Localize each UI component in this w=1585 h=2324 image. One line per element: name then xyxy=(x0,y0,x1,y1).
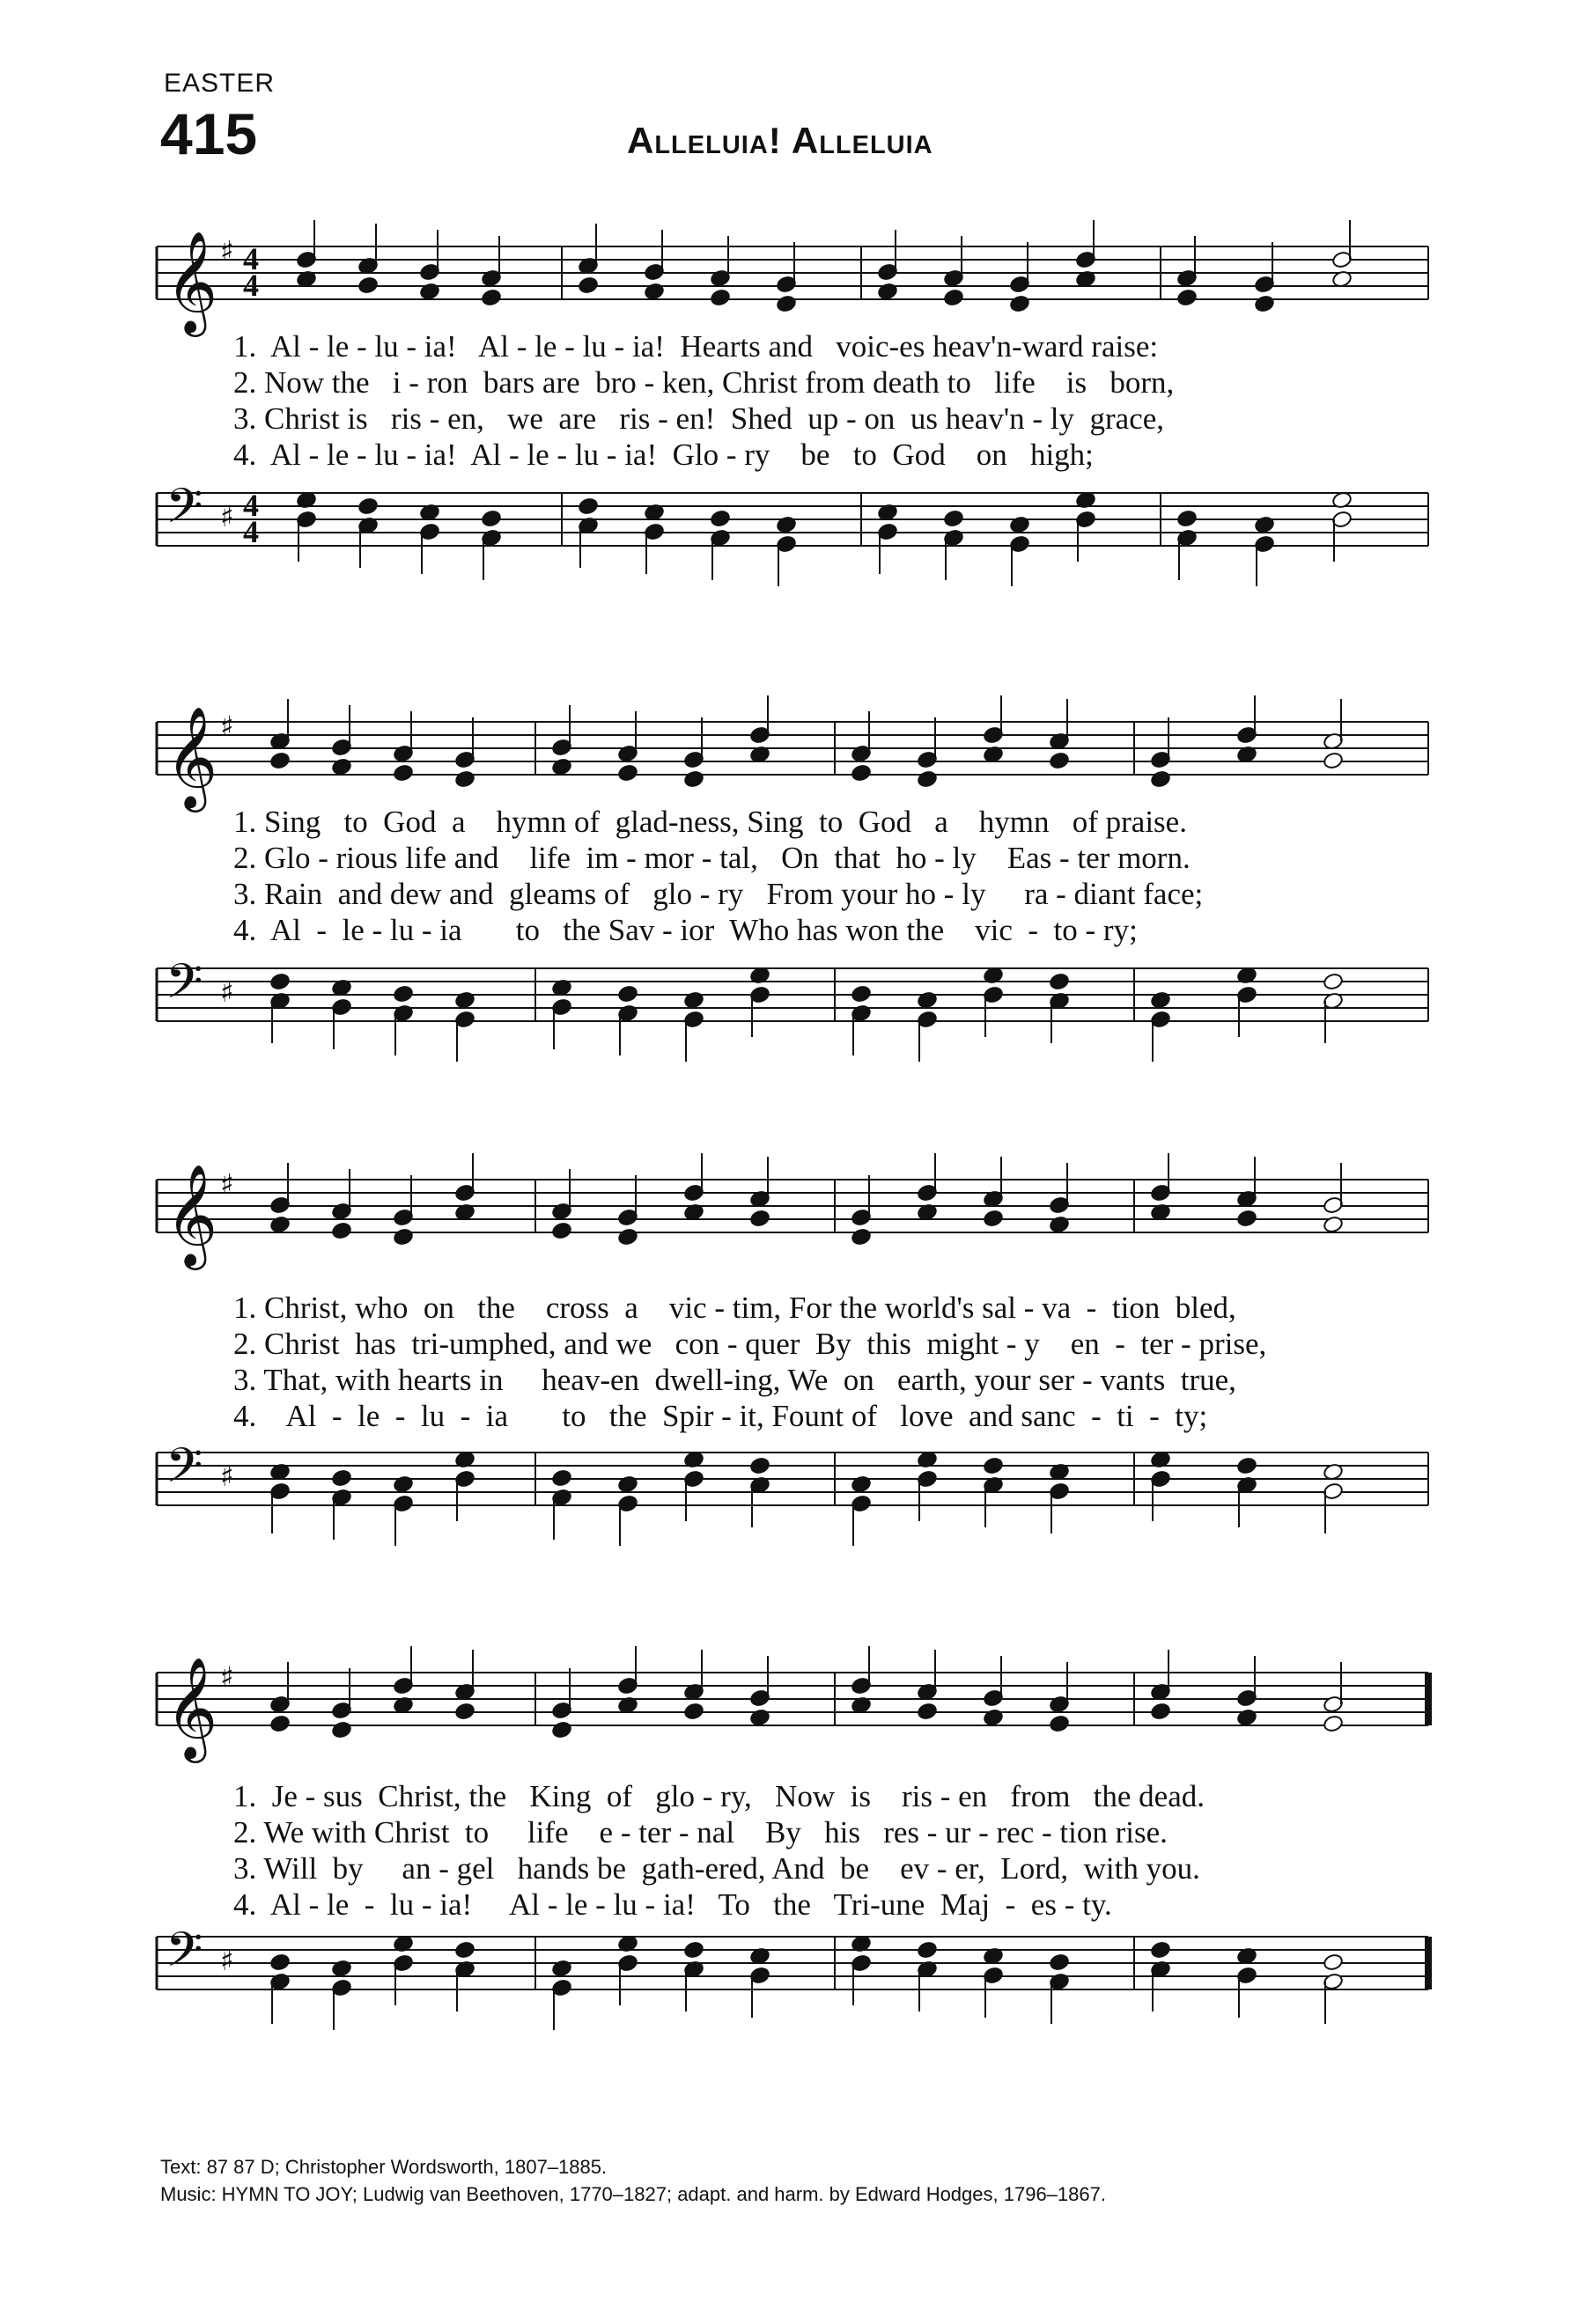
note-head xyxy=(1254,295,1275,313)
note-head xyxy=(1150,1941,1171,1960)
note-head xyxy=(1323,1953,1344,1972)
lyric-verse-3: 3. Rain and dew and gleams of glo - ry From your ho - ly ra - diant face; xyxy=(233,877,1204,911)
note-head xyxy=(983,1709,1004,1727)
lyric-verse-2: 2. Glo - rious life and life im - mor - tal, On that ho - ly Eas - ter morn. xyxy=(233,841,1191,875)
note-head xyxy=(683,770,704,789)
time-signature: 4 xyxy=(243,241,259,276)
treble-staff xyxy=(150,695,1435,819)
note-head xyxy=(481,510,502,528)
text-credit: Text: 87 87 D; Christopher Wordsworth, 1807–1885. xyxy=(160,2156,608,2178)
lyric-verse-2: 2. We with Christ to life e - ter - nal By his res - ur - rec - tion rise. xyxy=(233,1815,1168,1850)
note-head xyxy=(331,758,352,776)
note-head xyxy=(331,1222,352,1240)
note-head xyxy=(943,289,964,307)
note-head xyxy=(617,985,638,1004)
note-head xyxy=(877,283,898,301)
bass-staff xyxy=(150,467,1435,599)
note-head xyxy=(851,1475,872,1494)
treble-staff xyxy=(150,1153,1435,1276)
key-signature-sharp-icon: ♯ xyxy=(220,234,234,268)
lyric-verse-4: 4. Al - le - lu - ia to the Spir - it, Fount of love and sanc - ti - ty; xyxy=(233,1399,1208,1433)
note-head xyxy=(578,497,599,516)
lyrics-block xyxy=(233,328,1563,473)
note-head xyxy=(551,1721,572,1739)
treble-clef-icon: 𝄞 xyxy=(166,1163,218,1266)
note-head xyxy=(617,764,638,783)
treble-staff xyxy=(150,1646,1435,1769)
note-head xyxy=(551,1960,572,1978)
music-system-4 xyxy=(150,1629,1435,2051)
note-head xyxy=(393,1228,414,1247)
note-head xyxy=(943,510,964,528)
note-head xyxy=(917,1941,938,1960)
key-signature-sharp-icon: ♯ xyxy=(220,1660,234,1694)
note-head xyxy=(776,295,797,313)
lyrics-block xyxy=(233,1290,1563,1434)
note-head xyxy=(1049,1953,1070,1972)
note-head xyxy=(551,758,572,776)
note-head xyxy=(1323,752,1344,770)
treble-clef-icon: 𝄞 xyxy=(166,705,218,808)
note-head xyxy=(749,1709,770,1727)
note-head xyxy=(358,497,379,516)
key-signature-sharp-icon: ♯ xyxy=(220,1944,234,1977)
time-signature: 4 xyxy=(243,514,259,549)
hymn-title: Alleluia! Alleluia xyxy=(627,120,933,161)
time-signature: 4 xyxy=(243,268,259,303)
note-head xyxy=(454,770,476,789)
lyric-verse-4: 4. Al - le - lu - ia! Al - le - lu - ia! To the Tri-une Maj - es - ty. xyxy=(233,1887,1112,1922)
note-head xyxy=(776,516,797,534)
note-head xyxy=(1049,973,1070,991)
music-system-3 xyxy=(150,1136,1435,1558)
note-head xyxy=(331,1721,352,1739)
note-head xyxy=(1254,516,1275,534)
note-head xyxy=(983,1457,1004,1475)
lyrics-block xyxy=(233,804,1563,948)
bass-clef-icon: 𝄢 xyxy=(166,478,203,546)
note-head xyxy=(393,1475,414,1494)
note-head xyxy=(1236,1210,1257,1228)
note-head xyxy=(1236,1709,1257,1727)
note-head xyxy=(1323,973,1344,991)
note-head xyxy=(683,1703,704,1721)
note-head xyxy=(269,973,291,991)
music-credit: Music: HYMN TO JOY; Ludwig van Beethoven, 1770–1827; adapt. and harm. by Edward Hodges, 1796–1867. xyxy=(160,2183,1106,2205)
note-head xyxy=(269,1216,291,1234)
note-head xyxy=(1049,1216,1070,1234)
lyric-verse-1: 1. Je - sus Christ, the King of glo - ry, Now is ris - en from the dead. xyxy=(233,1779,1205,1813)
note-head xyxy=(683,1941,704,1960)
note-head xyxy=(710,510,731,528)
note-head xyxy=(1176,510,1198,528)
note-head xyxy=(1150,991,1171,1010)
note-head xyxy=(454,1703,476,1721)
key-signature-sharp-icon: ♯ xyxy=(220,1167,234,1201)
music-system-1 xyxy=(150,202,1435,599)
lyric-verse-2: 2. Christ has tri-umphed, and we con - quer By this might - y en - ter - prise, xyxy=(233,1327,1267,1361)
note-head xyxy=(1176,289,1198,307)
note-head xyxy=(1236,1457,1257,1475)
section-label: EASTER xyxy=(164,69,276,98)
treble-staff xyxy=(150,220,1435,343)
note-head xyxy=(917,1703,938,1721)
note-head xyxy=(1049,752,1070,770)
note-head xyxy=(1049,1715,1070,1733)
key-signature-sharp-icon: ♯ xyxy=(220,1460,234,1493)
treble-clef-icon: 𝄞 xyxy=(166,230,218,333)
lyric-verse-1: 1. Christ, who on the cross a vic - tim, For the world's sal - va - tion bled, xyxy=(233,1291,1236,1325)
note-head xyxy=(851,764,872,783)
note-head xyxy=(617,1475,638,1494)
note-head xyxy=(749,1210,770,1228)
note-head xyxy=(851,1228,872,1247)
key-signature-sharp-icon: ♯ xyxy=(220,500,234,533)
note-head xyxy=(481,289,502,307)
note-head xyxy=(749,1457,770,1475)
note-head xyxy=(269,752,291,770)
note-head xyxy=(331,1960,352,1978)
note-head xyxy=(1323,1216,1344,1234)
bass-clef-icon: 𝄢 xyxy=(166,1438,203,1505)
lyric-verse-4: 4. Al - le - lu - ia! Al - le - lu - ia! Glo - ry be to God on high; xyxy=(233,438,1094,472)
lyric-verse-3: 3. Christ is ris - en, we are ris - en! Shed up - on us heav'n - ly grace, xyxy=(233,401,1165,436)
bass-clef-icon: 𝄢 xyxy=(166,1922,203,1989)
note-head xyxy=(1009,516,1030,534)
bass-staff xyxy=(150,942,1435,1074)
note-head xyxy=(269,1953,291,1972)
note-head xyxy=(710,289,731,307)
lyric-verse-2: 2. Now the i - ron bars are bro - ken, Christ from death to life is born, xyxy=(233,365,1175,400)
note-head xyxy=(358,276,379,295)
lyric-verse-3: 3. That, with hearts in heav-en dwell-ing, We on earth, your ser - vants true, xyxy=(233,1363,1236,1397)
hymn-number: 415 xyxy=(160,101,258,166)
note-head xyxy=(419,283,440,301)
note-head xyxy=(331,1469,352,1488)
note-head xyxy=(1150,770,1171,789)
lyric-verse-1: 1. Sing to God a hymn of glad-ness, Sing to God a hymn of praise. xyxy=(233,805,1187,839)
note-head xyxy=(1009,295,1030,313)
lyric-verse-3: 3. Will by an - gel hands be gath-ered, And be ev - er, Lord, with you. xyxy=(233,1851,1200,1886)
note-head xyxy=(644,283,665,301)
note-head xyxy=(454,1941,476,1960)
note-head xyxy=(1150,1703,1171,1721)
note-head xyxy=(851,985,872,1004)
key-signature-sharp-icon: ♯ xyxy=(220,710,234,743)
credits xyxy=(160,2153,1106,2208)
note-head xyxy=(393,985,414,1004)
note-head xyxy=(983,1210,1004,1228)
note-head xyxy=(917,991,938,1010)
note-head xyxy=(578,276,599,295)
lyric-verse-1: 1. Al - le - lu - ia! Al - le - lu - ia! Hearts and voic-es heav'n-ward raise: xyxy=(233,329,1159,364)
time-signature: 4 xyxy=(243,488,259,523)
note-head xyxy=(454,991,476,1010)
note-head xyxy=(683,991,704,1010)
key-signature-sharp-icon: ♯ xyxy=(220,975,234,1009)
lyric-verse-4: 4. Al - le - lu - ia to the Sav - ior Who has won the vic - to - ry; xyxy=(233,913,1138,947)
note-head xyxy=(917,770,938,789)
bass-staff xyxy=(150,1910,1435,2042)
note-head xyxy=(551,1469,572,1488)
note-head xyxy=(393,764,414,783)
note-head xyxy=(617,1228,638,1247)
note-head xyxy=(269,1715,291,1733)
note-head xyxy=(551,1222,572,1240)
treble-clef-icon: 𝄞 xyxy=(166,1656,218,1759)
bass-clef-icon: 𝄢 xyxy=(166,953,203,1021)
lyrics-block xyxy=(233,1778,1563,1923)
music-system-2 xyxy=(150,678,1435,1074)
note-head xyxy=(1323,1715,1344,1733)
bass-staff xyxy=(150,1426,1435,1558)
